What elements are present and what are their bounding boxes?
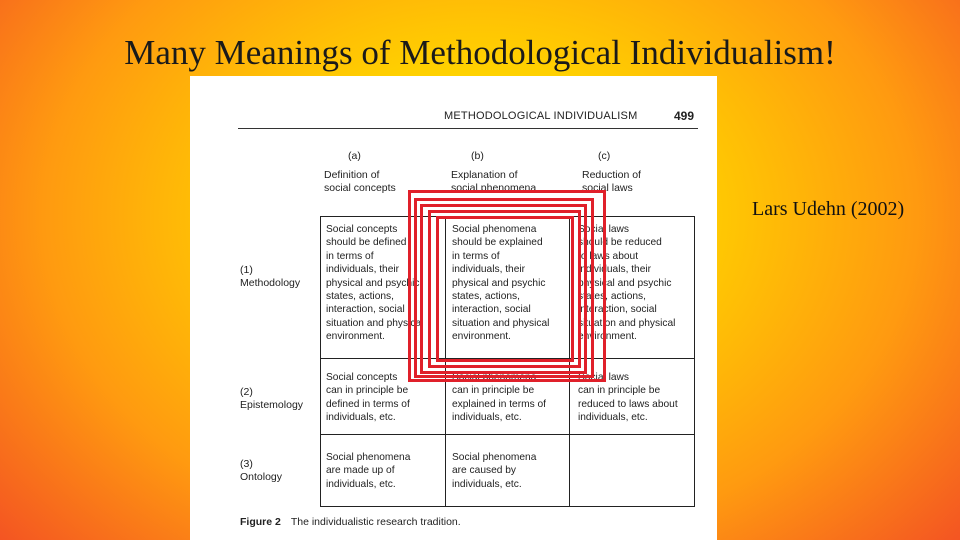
table-right-border — [694, 216, 695, 506]
column-title: Definition of social concepts — [324, 169, 396, 194]
table-cell: Social phenomena are caused by individuals, etc. — [452, 452, 537, 490]
column-letter: (b) — [471, 150, 484, 162]
page-number: 499 — [674, 109, 695, 123]
table-cell: Social laws should be reduced to laws about individuals, their physical and psychic states, actions, interaction, social situation and physical environment. — [578, 224, 676, 343]
column-header-c — [582, 150, 641, 195]
column-header-b — [451, 150, 536, 195]
slide-title: Many Meanings of Methodological Individualism! — [124, 33, 836, 72]
table-bottom-border — [320, 506, 695, 507]
scanned-figure — [190, 76, 717, 540]
header-rule — [238, 128, 698, 129]
column-letter: (c) — [598, 150, 611, 162]
column-letter: (a) — [348, 150, 361, 162]
highlight-box-inner — [436, 216, 574, 362]
caption-label: Figure 2 — [240, 516, 281, 528]
table-cell: Social phenomena can in principle be explained in terms of individuals, etc. — [452, 372, 547, 424]
caption-text: The individualistic research tradition. — [290, 516, 461, 528]
table-left-border — [320, 216, 321, 506]
table-cell: Social concepts can in principle be defined in terms of individuals, etc. — [326, 372, 410, 424]
column-title: Explanation of social phenomena — [451, 169, 537, 194]
table-row-divider — [320, 434, 695, 435]
table-cell: Social laws can in principle be reduced to laws about individuals, etc. — [578, 372, 678, 424]
table-cell: Social phenomena are made up of individuals, etc. — [326, 452, 411, 490]
row-label-ontology: (3) Ontology — [240, 458, 283, 483]
row-label-epistemology: (2) Epistemology — [240, 386, 304, 411]
table-cell: Social phenomena should be explained in terms of individuals, their physical and psychic states, actions, interaction, social situation and physical environment. — [452, 224, 550, 343]
column-header-a — [324, 150, 396, 195]
table-cell: Social concepts should be defined in terms of individuals, their physical and psychic states, actions, interaction, social situation and physical environment. — [326, 224, 424, 343]
column-title: Reduction of social laws — [582, 169, 641, 194]
row-label-methodology: (1) Methodology — [240, 264, 301, 289]
figure-caption — [240, 516, 461, 528]
attribution-text: Lars Udehn (2002) — [752, 198, 905, 220]
running-head: METHODOLOGICAL INDIVIDUALISM — [444, 110, 638, 122]
